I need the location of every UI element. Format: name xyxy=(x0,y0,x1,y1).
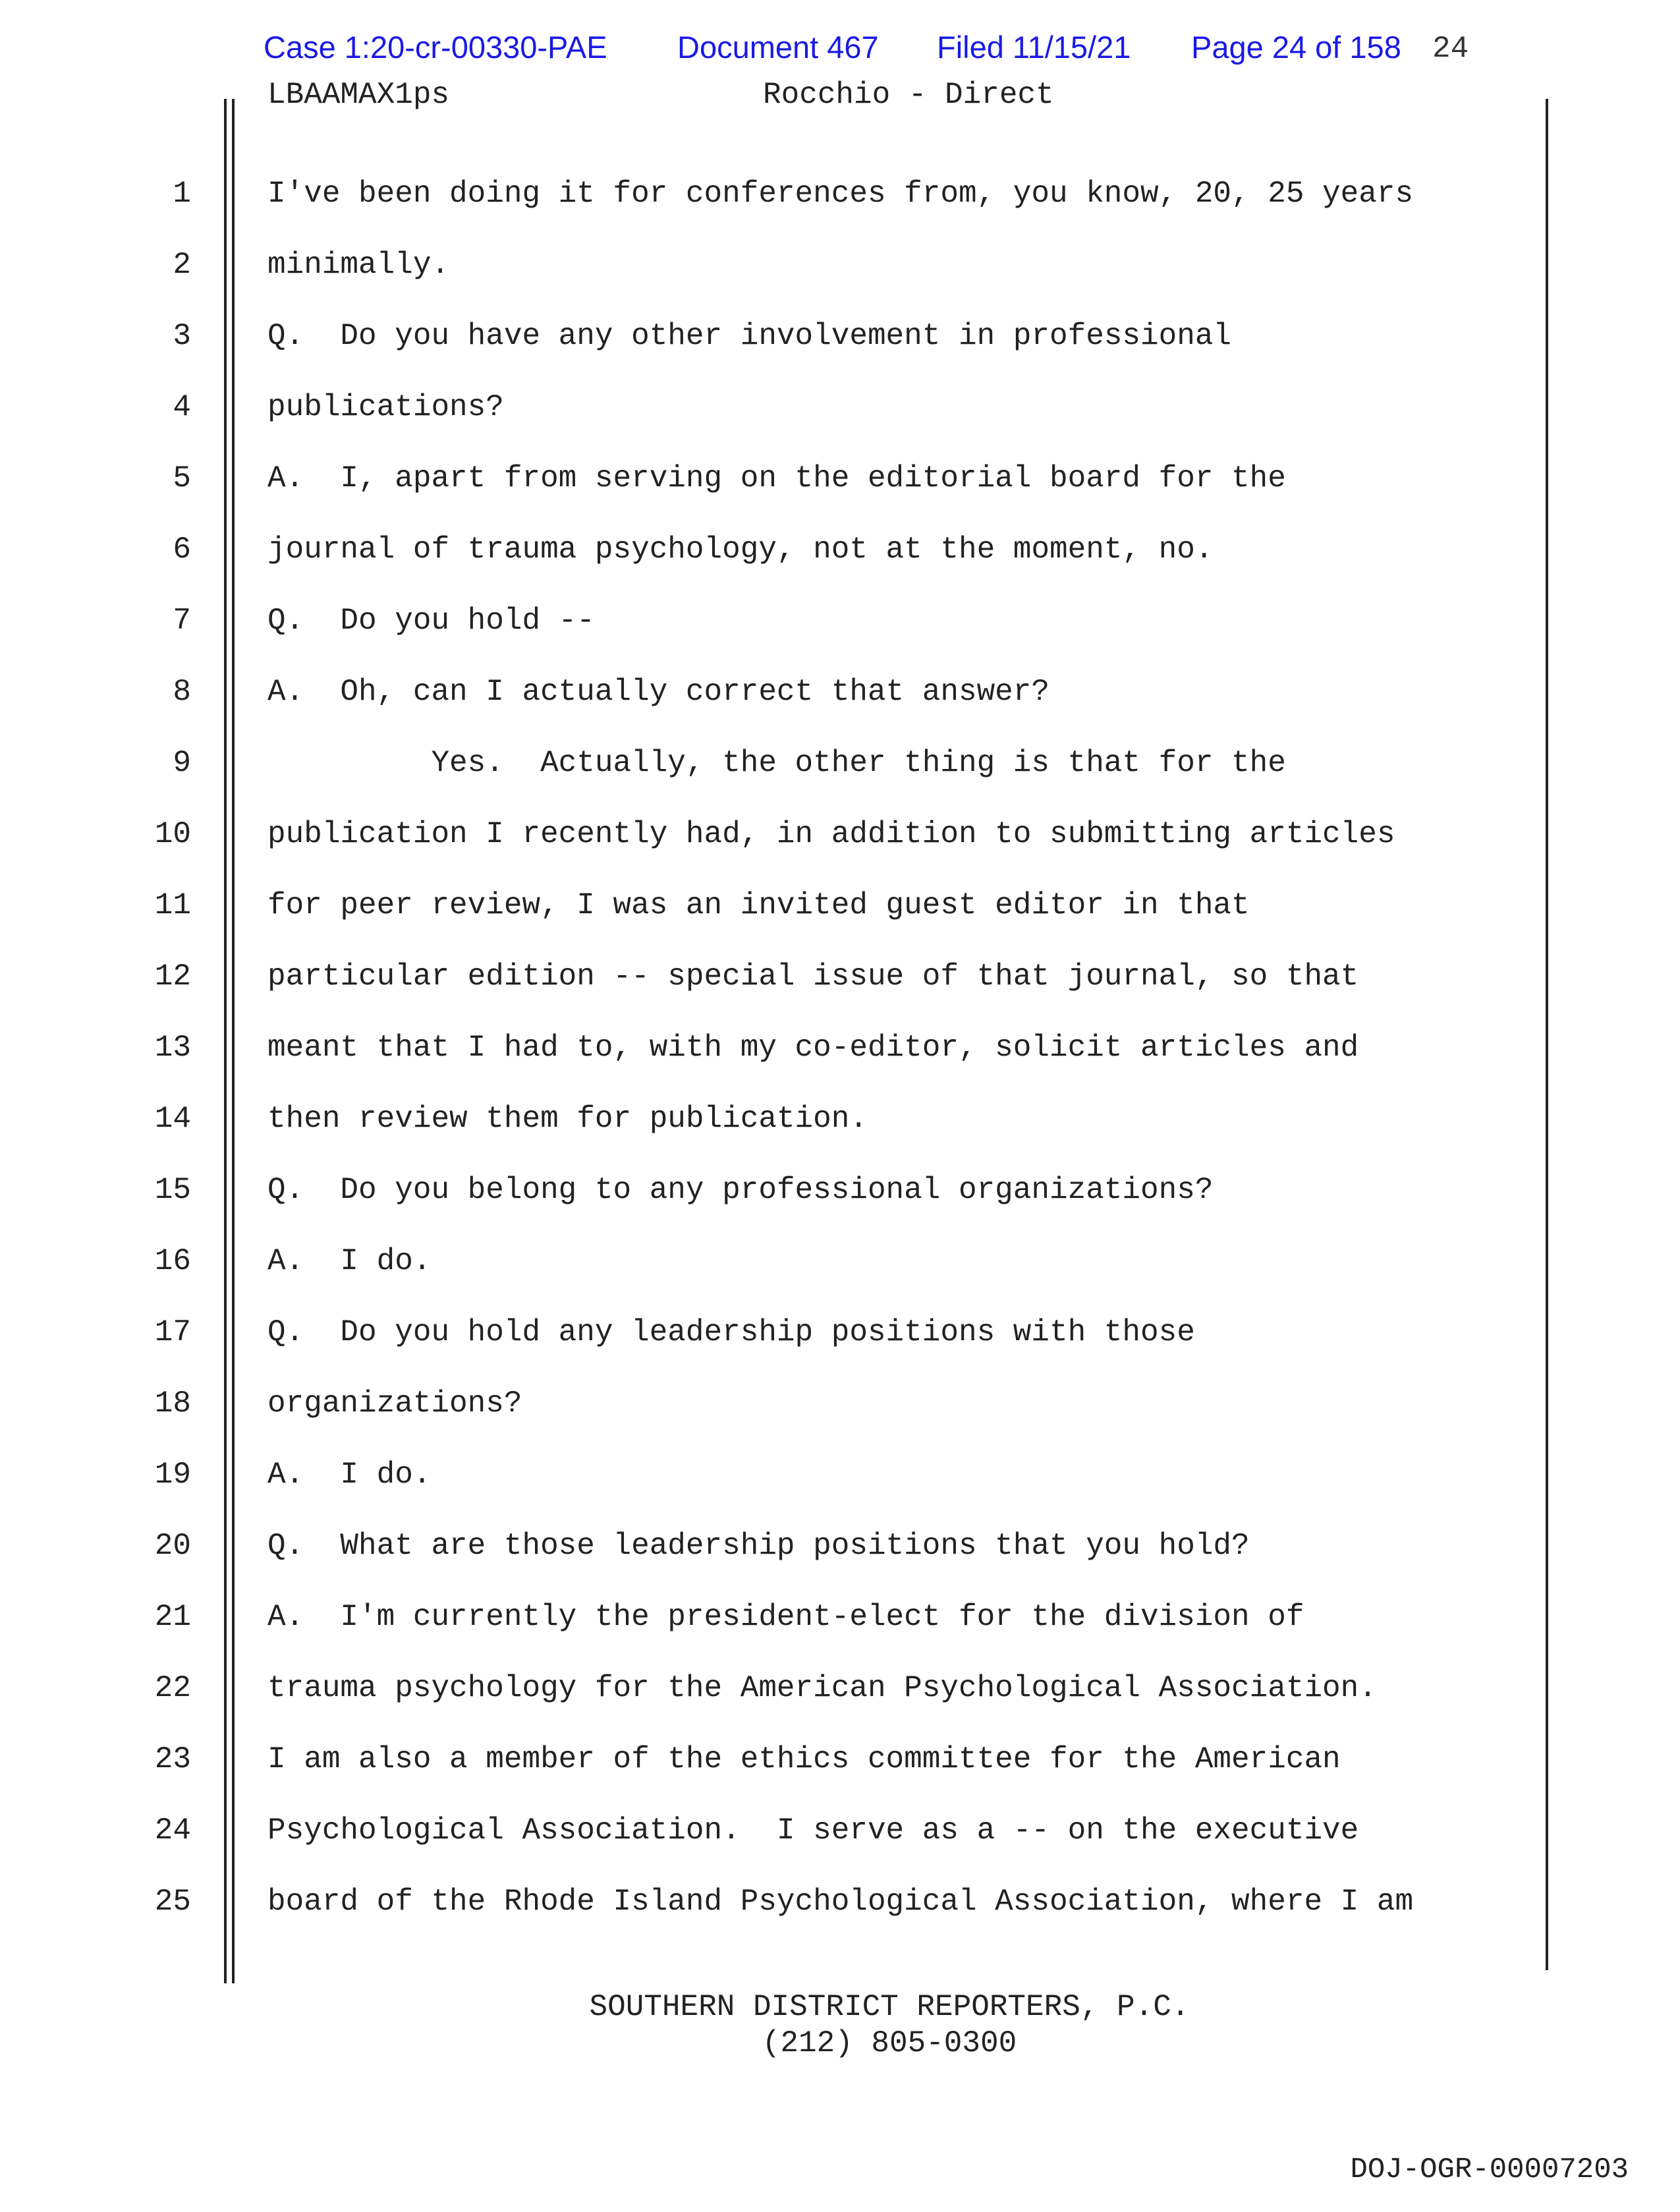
line-number: 18 xyxy=(154,1386,191,1421)
transcript-line: journal of trauma psychology, not at the moment, no. xyxy=(267,532,1214,567)
transcript-line: particular edition -- special issue of that journal, so that xyxy=(267,959,1359,994)
transcript-line: then review them for publication. xyxy=(267,1102,868,1136)
reporter-name: SOUTHERN DISTRICT REPORTERS, P.C. xyxy=(589,1990,1190,2024)
right-margin-rule xyxy=(1546,99,1548,1970)
line-number: 3 xyxy=(173,319,191,353)
line-number: 5 xyxy=(173,461,191,496)
line-number: 24 xyxy=(154,1813,191,1848)
transcript-line: Q. What are those leadership positions that you hold? xyxy=(267,1529,1250,1563)
line-number: 15 xyxy=(154,1173,191,1207)
line-number: 14 xyxy=(154,1102,191,1136)
transcript-line: minimally. xyxy=(267,248,450,282)
line-number: 13 xyxy=(154,1031,191,1065)
transcript-line: trauma psychology for the American Psychological Association. xyxy=(267,1671,1377,1705)
transcript-line: Q. Do you have any other involvement in professional xyxy=(267,319,1232,353)
transcript-line: board of the Rhode Island Psychological Association, where I am xyxy=(267,1885,1414,1919)
transcript-line: Q. Do you hold any leadership positions with those xyxy=(267,1315,1195,1349)
line-number: 21 xyxy=(154,1600,191,1634)
line-number: 22 xyxy=(154,1671,191,1705)
transcript-line: organizations? xyxy=(267,1386,522,1421)
transcript-line: A. I'm currently the president-elect for the division of xyxy=(267,1600,1304,1634)
bates-number: DOJ-OGR-00007203 xyxy=(1350,2153,1629,2186)
line-number: 1 xyxy=(173,177,191,211)
examination-title: Rocchio - Direct xyxy=(763,78,1054,112)
transcript-line: A. I, apart from serving on the editorial board for the xyxy=(267,461,1286,496)
line-number: 2 xyxy=(173,248,191,282)
document-number: Document 467 xyxy=(677,30,879,65)
transcript-line: I am also a member of the ethics committee for the American xyxy=(267,1742,1341,1776)
transcript-line: Yes. Actually, the other thing is that for the xyxy=(267,746,1286,780)
line-number: 10 xyxy=(154,817,191,851)
line-number: 11 xyxy=(154,888,191,922)
line-number: 8 xyxy=(173,675,191,709)
transcript-line: A. Oh, can I actually correct that answer? xyxy=(267,675,1050,709)
case-header xyxy=(264,29,1482,75)
line-number: 9 xyxy=(173,746,191,780)
line-number: 6 xyxy=(173,532,191,567)
reporter-phone: (212) 805-0300 xyxy=(762,2026,1017,2060)
case-number: Case 1:20-cr-00330-PAE xyxy=(264,30,607,65)
line-number: 19 xyxy=(154,1458,191,1492)
transcript-line: publications? xyxy=(267,390,504,424)
transcript-line: I've been doing it for conferences from, you know, 20, 25 years xyxy=(267,177,1414,211)
transcript-line: meant that I had to, with my co-editor, solicit articles and xyxy=(267,1031,1359,1065)
line-number: 25 xyxy=(154,1885,191,1919)
line-number: 12 xyxy=(154,959,191,994)
transcript-line: publication I recently had, in addition to submitting articles xyxy=(267,817,1395,851)
page-number: 24 xyxy=(1432,32,1469,66)
page-of-total: Page 24 of 158 xyxy=(1191,30,1401,65)
line-number: 23 xyxy=(154,1742,191,1776)
line-number: 7 xyxy=(173,604,191,638)
line-number: 16 xyxy=(154,1244,191,1278)
line-number: 20 xyxy=(154,1529,191,1563)
transcript-line: A. I do. xyxy=(267,1458,432,1492)
filed-date: Filed 11/15/21 xyxy=(937,30,1131,65)
left-margin-rule-outer xyxy=(224,99,227,1983)
transcript-line: A. I do. xyxy=(267,1244,432,1278)
docket-id: LBAAMAX1ps xyxy=(267,78,450,112)
left-margin-rule-inner xyxy=(232,99,235,1983)
transcript-line: Q. Do you belong to any professional organizations? xyxy=(267,1173,1214,1207)
transcript-line: for peer review, I was an invited guest editor in that xyxy=(267,888,1250,922)
transcript-line: Psychological Association. I serve as a -- on the executive xyxy=(267,1813,1359,1848)
line-number: 4 xyxy=(173,390,191,424)
transcript-line: Q. Do you hold -- xyxy=(267,604,595,638)
line-number: 17 xyxy=(154,1315,191,1349)
